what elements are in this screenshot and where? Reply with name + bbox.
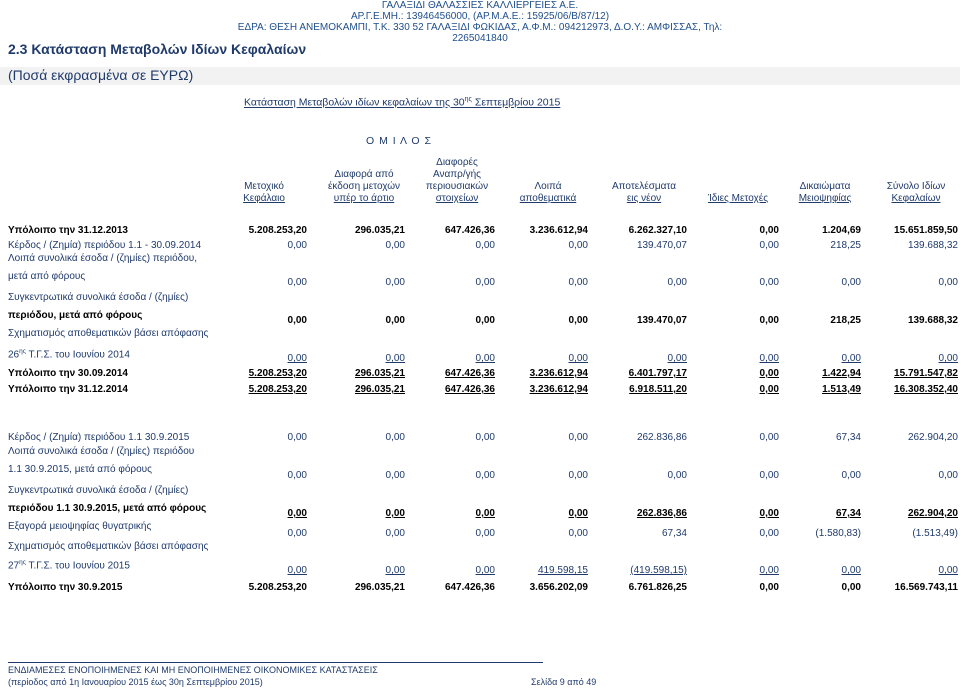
column-header-1-line-2 xyxy=(229,169,299,181)
cell-col-7: 0,00 xyxy=(841,470,861,481)
row-values-oci-2015 xyxy=(0,470,960,484)
cell-col-6: 0,00 xyxy=(759,225,779,236)
column-header-5-line-4: εις νέον xyxy=(626,193,662,204)
row-label-total-ci-2015-cont: περιόδου 1.1 30.9.2015, μετά από φόρους xyxy=(8,503,207,514)
cell-col-3: 647.426,36 xyxy=(444,225,495,236)
cell-col-8: 16.569.743,11 xyxy=(894,582,958,593)
column-header-7-line-4: Μειοψηφίας xyxy=(798,193,852,204)
cell-col-8: 262.904,20 xyxy=(907,508,958,519)
cell-col-4: 0,00 xyxy=(568,353,588,364)
cell-col-4: 0,00 xyxy=(568,470,588,481)
column-header-6-line-2 xyxy=(693,169,783,181)
cell-col-1: 5.208.253,20 xyxy=(248,582,307,593)
cell-col-7: 67,34 xyxy=(835,508,861,519)
cell-col-1: 0,00 xyxy=(287,565,307,576)
cell-col-6: 0,00 xyxy=(759,277,779,288)
cell-col-1: 5.208.253,20 xyxy=(248,384,307,395)
row-label-agm-2015: $27^{\eta\varsigma}$ Τ.Γ.Σ. του Ιουνίου 2015 xyxy=(8,559,130,572)
cell-col-1: 0,00 xyxy=(287,508,307,519)
cell-col-7: 218,25 xyxy=(830,315,861,326)
statement-title: Κατάσταση Μεταβολών ιδίων κεφαλαίων της $30^{\eta\varsigma}$ Σεπτεμβρίου 2015 xyxy=(244,96,561,109)
cell-col-1: 0,00 xyxy=(287,277,307,288)
cell-col-4: 419.598,15 xyxy=(537,565,588,576)
column-header-8 xyxy=(871,157,960,205)
cell-col-6: 0,00 xyxy=(759,470,779,481)
cell-col-8: 0,00 xyxy=(938,565,958,576)
cell-col-4: 0,00 xyxy=(568,240,588,251)
cell-col-7: (1.580,83) xyxy=(815,528,861,539)
row-values-total-ci-2014 xyxy=(0,315,960,329)
cell-col-2: 0,00 xyxy=(385,315,405,326)
cell-col-5: 6.262.327,10 xyxy=(628,225,687,236)
column-header-8-line-1 xyxy=(871,157,960,169)
row-label-total-ci-2014-cont: περιόδου, μετά από φόρους xyxy=(8,310,143,321)
company-name: ΓΑΛΑΞΙΔΙ ΘΑΛΑΣΣΙΕΣ ΚΑΛΛΙΕΡΓΕΙΕΣ Α.Ε. xyxy=(381,0,579,11)
cell-col-2: 296.035,21 xyxy=(354,368,405,379)
column-header-4 xyxy=(508,157,588,205)
cell-col-5: 0,00 xyxy=(667,353,687,364)
cell-col-1: 5.208.253,20 xyxy=(248,368,307,379)
row-label-balance-30-09-2014: Υπόλοιπο την 30.09.2014 xyxy=(8,368,128,379)
cell-col-7: 0,00 xyxy=(841,565,861,576)
cell-col-5: 139.470,07 xyxy=(636,240,687,251)
cell-col-2: 0,00 xyxy=(385,528,405,539)
column-header-4-line-2 xyxy=(508,169,588,181)
footer-period: (περίοδος από 1η Ιανουαρίου 2015 έως 30η Σεπτεμβρίου 2015) xyxy=(8,677,263,687)
column-header-7-line-2 xyxy=(785,169,865,181)
cell-col-6: 0,00 xyxy=(759,508,779,519)
cell-col-1: 0,00 xyxy=(287,432,307,443)
company-registration: ΑΡ.Γ.Ε.ΜΗ.: 13946456000, (ΑΡ.Μ.Α.Ε.: 15925/06/Β/87/12) xyxy=(350,11,610,22)
cell-col-3: 0,00 xyxy=(475,508,495,519)
row-values-reserves-2014 xyxy=(0,353,960,367)
row-label-oci-2015-cont: 1.1 30.9.2015, μετά από φόρους xyxy=(8,464,152,475)
cell-col-8: (1.513,49) xyxy=(912,528,958,539)
company-address: ΕΔΡΑ: ΘΕΣΗ ΑΝΕΜΟΚΑΜΠΙ, Τ.Κ. 330 52 ΓΑΛΑΞΙΔΙ ΦΩΚΙΔΑΣ, Α.Φ.Μ.: 094212973, Δ.Ο.Υ.: ΑΜΦΙΣΣΑΣ, Τηλ: 2265041840 xyxy=(237,22,723,44)
column-header-8-line-4: Κεφαλαίων xyxy=(891,193,941,204)
row-label-reserves-2014: Σχηματισμός αποθεματικών βάσει απόφασης xyxy=(8,328,209,339)
column-header-4-line-1 xyxy=(508,157,588,169)
cell-col-3: 647.426,36 xyxy=(444,384,495,395)
cell-col-7: 0,00 xyxy=(841,582,861,593)
column-header-6 xyxy=(693,157,783,205)
column-header-4-line-4: αποθεματικά xyxy=(519,193,577,204)
row-label-profit-2015: Κέρδος / (Ζημία) περιόδου 1.1 30.9.2015 xyxy=(8,432,190,443)
column-header-5-line-1 xyxy=(599,157,689,169)
cell-col-1: 0,00 xyxy=(287,528,307,539)
column-header-5-line-3: Αποτελέσματα xyxy=(611,181,677,192)
cell-col-3: 0,00 xyxy=(475,470,495,481)
cell-col-4: 3.236.612,94 xyxy=(529,368,588,379)
cell-col-2: 0,00 xyxy=(385,432,405,443)
row-label-balance-31-12-2013: Υπόλοιπο την 31.12.2013 xyxy=(8,225,128,236)
cell-col-5: 139.470,07 xyxy=(636,315,687,326)
cell-col-8: 0,00 xyxy=(938,353,958,364)
column-header-2-line-1 xyxy=(314,157,414,169)
cell-col-8: 262.904,20 xyxy=(907,432,958,443)
cell-col-7: 1.422,94 xyxy=(822,368,861,379)
column-header-7-line-1 xyxy=(785,157,865,169)
cell-col-3: 0,00 xyxy=(475,528,495,539)
column-header-3 xyxy=(412,157,502,205)
column-header-2 xyxy=(314,157,414,205)
cell-col-2: 0,00 xyxy=(385,277,405,288)
row-values-balance-30-09-2014 xyxy=(0,368,960,382)
group-label: Ο Μ Ι Λ Ο Σ xyxy=(366,135,432,147)
column-header-1-line-3: Μετοχικό xyxy=(244,181,284,192)
column-header-3-line-4: στοιχείων xyxy=(435,193,479,204)
cell-col-3: 0,00 xyxy=(475,353,495,364)
cell-col-2: 0,00 xyxy=(385,565,405,576)
column-header-2-line-4: υπέρ το άρτιο xyxy=(333,193,395,204)
cell-col-8: 0,00 xyxy=(938,277,958,288)
row-values-total-ci-2015 xyxy=(0,508,960,522)
column-header-2-line-3: έκδοση μετοχών xyxy=(327,181,401,192)
row-label-oci-2014: Λοιπά συνολικά έσοδα / (ζημίες) περιόδου, xyxy=(8,253,198,264)
cell-col-6: 0,00 xyxy=(759,368,779,379)
cell-col-7: 0,00 xyxy=(841,353,861,364)
cell-col-8: 15.651.859,50 xyxy=(894,225,958,236)
cell-col-4: 0,00 xyxy=(568,315,588,326)
column-header-6-line-4: Ίδιες Μετοχές xyxy=(707,193,769,204)
cell-col-8: 15.791.547,82 xyxy=(894,368,958,379)
row-label-total-ci-2014: Συγκεντρωτικά συνολικά έσοδα / (ζημίες) xyxy=(8,292,189,303)
cell-col-4: 0,00 xyxy=(568,508,588,519)
column-header-6-line-3 xyxy=(693,181,783,193)
column-header-1 xyxy=(229,157,299,205)
row-label-oci-2015: Λοιπά συνολικά έσοδα / (ζημίες) περιόδου xyxy=(8,446,195,457)
cell-col-6: 0,00 xyxy=(759,432,779,443)
cell-col-3: 647.426,36 xyxy=(444,582,495,593)
column-header-5 xyxy=(599,157,689,205)
cell-col-3: 0,00 xyxy=(475,315,495,326)
cell-col-6: 0,00 xyxy=(759,240,779,251)
cell-col-8: 139.688,32 xyxy=(907,240,958,251)
cell-col-4: 3.236.612,94 xyxy=(529,384,588,395)
column-header-6-line-1 xyxy=(693,157,783,169)
cell-col-3: 0,00 xyxy=(475,432,495,443)
cell-col-6: 0,00 xyxy=(759,315,779,326)
row-label-balance-31-12-2014: Υπόλοιπο την 31.12.2014 xyxy=(8,384,128,395)
column-header-2-line-2: Διαφορά από xyxy=(334,169,394,180)
section-title: 2.3 Κατάσταση Μεταβολών Ιδίων Κεφαλαίων xyxy=(8,41,307,57)
cell-col-5: 6.761.826,25 xyxy=(628,582,687,593)
row-label-oci-2014-cont: μετά από φόρους xyxy=(8,271,86,282)
cell-col-1: 5.208.253,20 xyxy=(248,225,307,236)
column-header-1-line-4: Κεφάλαιο xyxy=(243,193,285,204)
cell-col-5: 262.836,86 xyxy=(636,508,687,519)
row-values-oci-2014 xyxy=(0,277,960,291)
cell-col-5: 0,00 xyxy=(667,277,687,288)
column-header-7-line-3: Δικαιώματα xyxy=(799,181,851,192)
cell-col-1: 0,00 xyxy=(287,353,307,364)
cell-col-6: 0,00 xyxy=(759,353,779,364)
cell-col-5: 67,34 xyxy=(661,528,687,539)
cell-col-4: 0,00 xyxy=(568,277,588,288)
row-label-profit-2014: Κέρδος / (Ζημία) περιόδου 1.1 - 30.09.2014 xyxy=(8,240,202,251)
cell-col-8: 139.688,32 xyxy=(907,315,958,326)
row-label-total-ci-2015: Συγκεντρωτικά συνολικά έσοδα / (ζημίες) xyxy=(8,485,189,496)
row-label-agm-2014: $26^{\eta\varsigma}$ Τ.Γ.Σ. του Ιουνίου 2014 xyxy=(8,348,130,361)
cell-col-5: 6.918.511,20 xyxy=(629,384,687,395)
footer-document-title: ΕΝΔΙΑΜΕΣΕΣ ΕΝΟΠΟΙΗΜΕΝΕΣ ΚΑΙ ΜΗ ΕΝΟΠΟΙΗΜΕΝΕΣ ΟΙΚΟΝΟΜΙΚΕΣ ΚΑΤΑΣΤΑΣΕΙΣ xyxy=(8,665,378,675)
cell-col-2: 296.035,21 xyxy=(354,384,405,395)
cell-col-7: 0,00 xyxy=(841,277,861,288)
column-header-7 xyxy=(785,157,865,205)
cell-col-2: 296.035,21 xyxy=(354,582,405,593)
row-values-balance-31-12-2014 xyxy=(0,384,960,398)
row-label-reserves-2015: Σχηματισμός αποθεματικών βάσει απόφασης xyxy=(8,541,209,552)
cell-col-4: 3.236.612,94 xyxy=(529,225,588,236)
cell-col-8: 0,00 xyxy=(938,470,958,481)
footer-page-number: Σελίδα 9 από 49 xyxy=(531,677,597,687)
row-label-balance-30-09-2015: Υπόλοιπο την 30.9.2015 xyxy=(8,582,123,593)
column-header-4-line-3: Λοιπά xyxy=(534,181,562,192)
footer-divider xyxy=(8,662,543,663)
cell-col-7: 218,25 xyxy=(830,240,861,251)
cell-col-7: 67,34 xyxy=(835,432,861,443)
cell-col-3: 0,00 xyxy=(475,277,495,288)
cell-col-2: 0,00 xyxy=(385,508,405,519)
cell-col-6: 0,00 xyxy=(759,565,779,576)
column-header-1-line-1 xyxy=(229,157,299,169)
cell-col-1: 0,00 xyxy=(287,315,307,326)
cell-col-5: 262.836,86 xyxy=(636,432,687,443)
cell-col-5: 0,00 xyxy=(667,470,687,481)
cell-col-3: 0,00 xyxy=(475,565,495,576)
cell-col-3: 647.426,36 xyxy=(444,368,495,379)
cell-col-2: 0,00 xyxy=(385,353,405,364)
row-values-balance-30-09-2015 xyxy=(0,582,960,596)
column-header-3-line-1: Διαφορές xyxy=(436,157,478,168)
cell-col-2: 296.035,21 xyxy=(354,225,405,236)
column-header-5-line-2 xyxy=(599,169,689,181)
cell-col-4: 3.656.202,09 xyxy=(529,582,588,593)
cell-col-6: 0,00 xyxy=(759,582,779,593)
column-header-3-line-3: περιουσιακών xyxy=(425,181,489,192)
cell-col-8: 16.308.352,40 xyxy=(894,384,958,395)
column-header-3-line-2: Αναπρ/γής xyxy=(432,169,482,180)
cell-col-7: 1.513,49 xyxy=(822,384,861,395)
column-header-8-line-2 xyxy=(871,169,960,181)
cell-col-5: (419.598,15) xyxy=(630,565,687,576)
row-values-balance-31-12-2013 xyxy=(0,225,960,239)
row-values-minority-buyout xyxy=(0,528,960,542)
cell-col-4: 0,00 xyxy=(568,528,588,539)
cell-col-4: 0,00 xyxy=(568,432,588,443)
amounts-currency-note: (Ποσά εκφρασμένα σε ΕΥΡΩ) xyxy=(8,67,194,83)
cell-col-2: 0,00 xyxy=(385,240,405,251)
row-label-minority-buyout: Εξαγορά μειοψηφίας θυγατρικής xyxy=(8,521,152,532)
cell-col-6: 0,00 xyxy=(759,384,779,395)
cell-col-5: 6.401.797,17 xyxy=(628,368,687,379)
cell-col-1: 0,00 xyxy=(287,240,307,251)
row-values-reserves-2015 xyxy=(0,565,960,579)
cell-col-6: 0,00 xyxy=(759,528,779,539)
cell-col-3: 0,00 xyxy=(475,240,495,251)
row-values-profit-2015 xyxy=(0,432,960,446)
column-header-8-line-3: Σύνολο Ιδίων xyxy=(886,181,946,192)
cell-col-7: 1.204,69 xyxy=(822,225,861,236)
row-values-profit-2014 xyxy=(0,240,960,254)
cell-col-2: 0,00 xyxy=(385,470,405,481)
cell-col-1: 0,00 xyxy=(287,470,307,481)
